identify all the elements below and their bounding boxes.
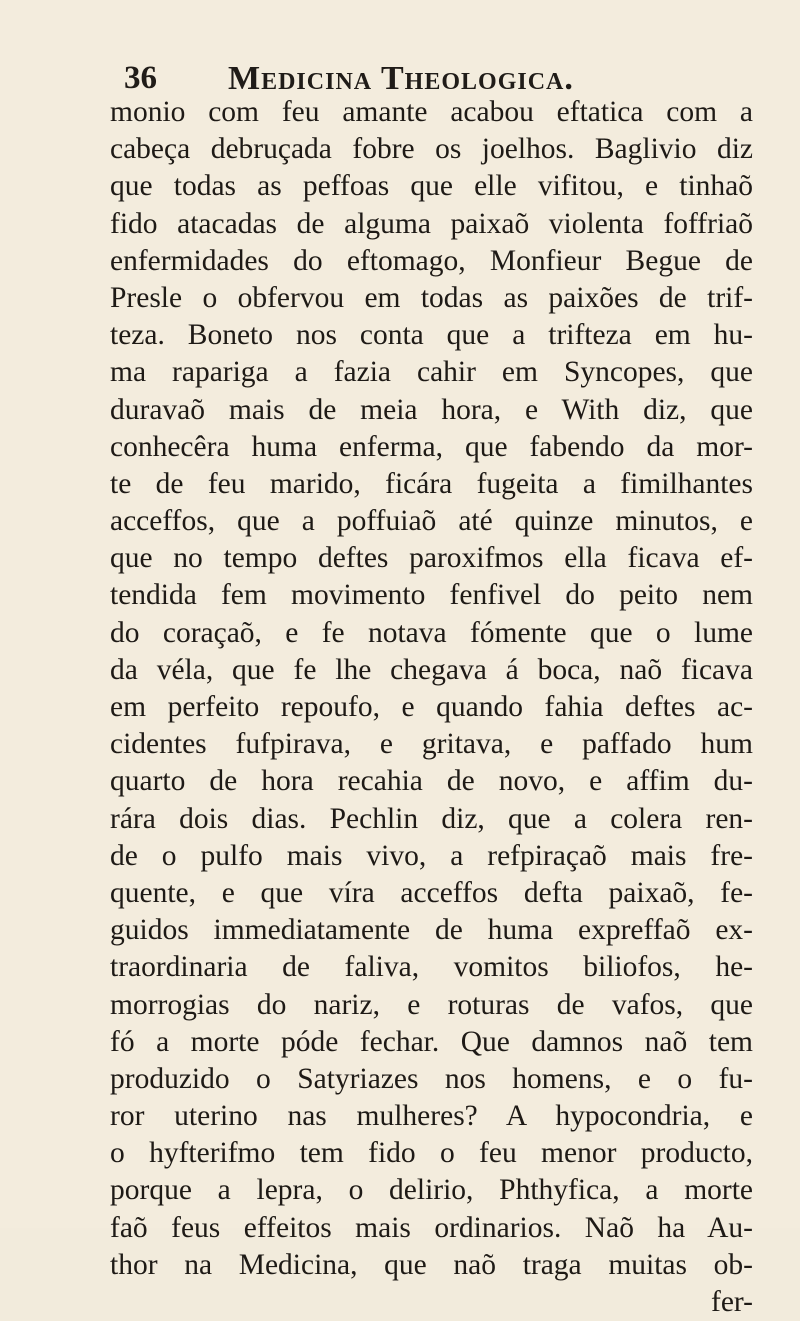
text-line: faõ feus effeitos mais ordinarios. Naõ ha Au-: [110, 1211, 753, 1244]
text-line: da véla, que fe lhe chegava á boca, naõ ficava: [110, 653, 753, 686]
text-line: que no tempo deftes paroxifmos ella ficava ef-: [110, 542, 753, 575]
text-line: quente, e que víra acceffos defta paixaõ, fe-: [110, 876, 753, 909]
text-line: guidos immediatamente de huma expreffaõ ex-: [110, 914, 753, 947]
page-header: [0, 22, 800, 97]
text-line: enfermidades do eftomago, Monfieur Begue de: [110, 244, 753, 277]
text-line: morrogias do nariz, e roturas de vafos, que: [110, 988, 753, 1021]
text-line: de o pulfo mais vivo, a refpiraçaõ mais fre-: [110, 839, 753, 872]
text-line: quarto de hora recahia de novo, e affim du-: [110, 765, 753, 798]
text-line: ror uterino nas mulheres? A hypocondria, e: [110, 1100, 753, 1133]
text-line: thor na Medicina, que naõ traga muitas ob-: [110, 1248, 753, 1281]
text-line: o hyfterifmo tem fido o feu menor producto,: [110, 1137, 753, 1170]
text-line: fido atacadas de alguma paixaõ violenta foffriaõ: [110, 207, 753, 240]
text-line: acceffos, que a poffuiaõ até quinze minutos, e: [110, 505, 753, 538]
text-line: ma rapariga a fazia cahir em Syncopes, que: [110, 356, 753, 389]
body-text: [110, 94, 753, 1321]
text-line: que todas as peffoas que elle vifitou, e tinhaõ: [110, 170, 753, 203]
catchword: fer-: [711, 1286, 753, 1318]
text-line: rára dois dias. Pechlin diz, que a colera ren-: [110, 802, 753, 835]
text-line: em perfeito repoufo, e quando fahia deftes ac-: [110, 691, 753, 723]
text-line: te de feu marido, ficára fugeita a fimilhantes: [110, 467, 753, 500]
text-line: cabeça debruçada fobre os joelhos. Baglivio diz: [110, 133, 753, 166]
page-number: 36: [124, 60, 157, 96]
text-line: fó a morte póde fechar. Que damnos naõ tem: [110, 1025, 753, 1058]
text-line: cidentes fufpirava, e gritava, e paffado hum: [110, 728, 753, 761]
running-head: Medicina Theologica.: [228, 60, 574, 97]
text-line: porque a lepra, o delirio, Phthyfica, a morte: [110, 1174, 753, 1207]
text-line: tendida fem movimento fenfivel do peito nem: [110, 579, 753, 612]
text-line: teza. Boneto nos conta que a trifteza em hu-: [110, 319, 753, 352]
text-line: do coraçaõ, e fe notava fómente que o lume: [110, 616, 753, 649]
text-line: Presle o obfervou em todas as paixões de trif-: [110, 281, 753, 314]
text-line: monio com feu amante acabou eftatica com a: [110, 96, 753, 128]
text-line: traordinaria de faliva, vomitos biliofos, he-: [110, 951, 753, 984]
text-line: duravaõ mais de meia hora, e With diz, que: [110, 393, 753, 426]
text-line: conhecêra huma enferma, que fabendo da mor-: [110, 430, 753, 463]
text-line: produzido o Satyriazes nos homens, e o fu-: [110, 1062, 753, 1095]
